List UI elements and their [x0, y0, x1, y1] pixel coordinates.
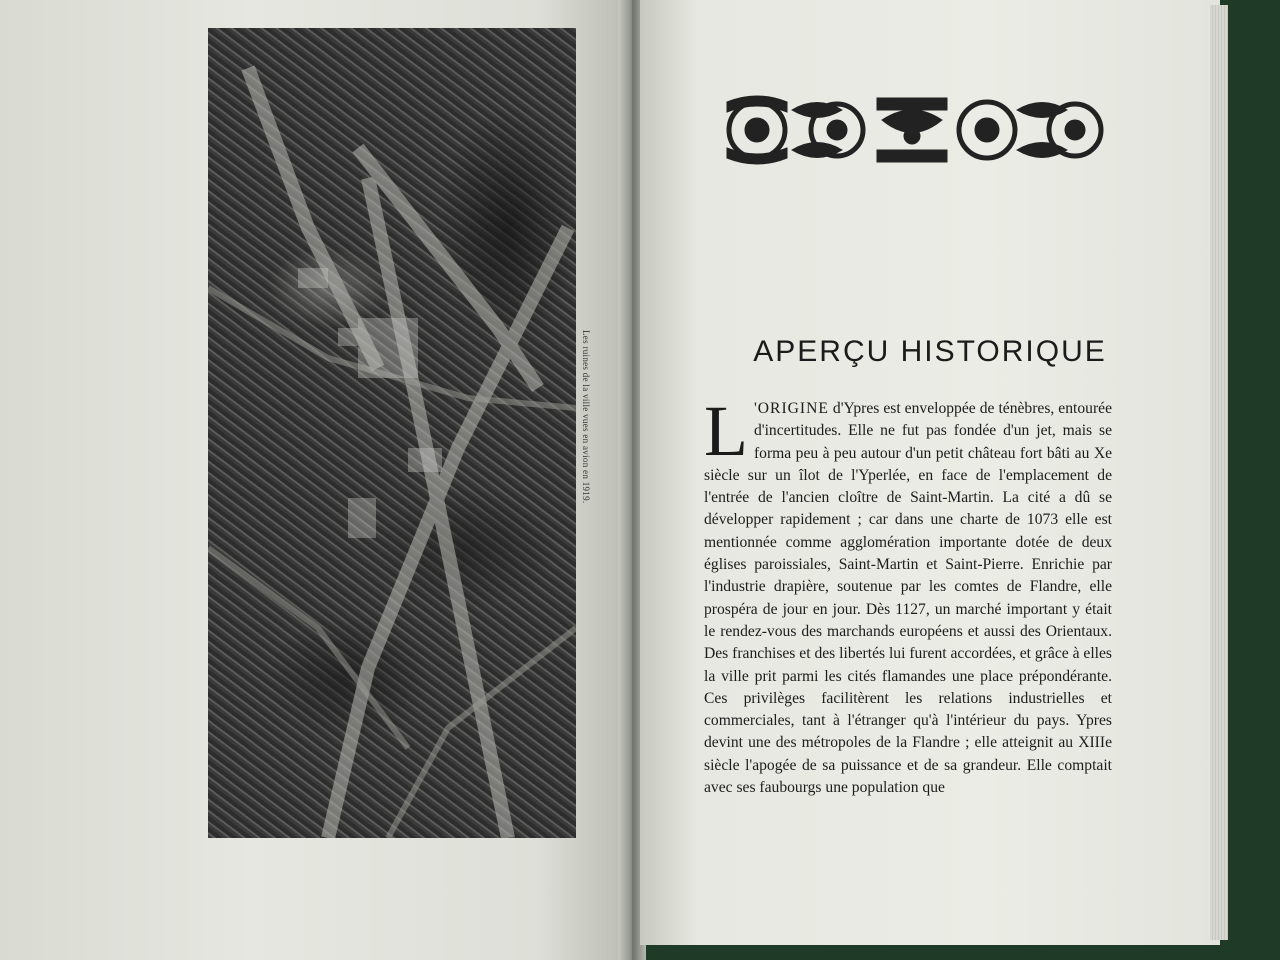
- floral-ornament-icon: [717, 90, 1112, 170]
- left-page: [0, 0, 632, 960]
- drop-cap: L: [704, 391, 748, 471]
- paragraph-text: d'Ypres est enveloppée de ténèbres, entourée d'incertitudes. Elle ne fut pas fondée d'un jet, mais se forma peu à peu autour d'un petit château fort bâti au Xe siècle sur un îlot de l'Yperlée, en face de l'emplacement de l'entrée de l'ancien cloître de Saint-Martin. La cité a dû se développer rapidement ; car dans une charte de 1073 elle est mentionnée comme agglomération importante dotée de deux églises paroissiales, Saint-Martin et Saint-Pierre. Enrichie par l'industrie drapière, soutenue par les comtes de Flandre, elle prospéra de jour en jour. Dès 1127, un marché important y était le rendez-vous des marchands européens et aussi des Orientaux. Des franchises et des libertés lui furent accordées, et grâce à elles la ville prit parmi les cités flamandes une place prépondérante. Ces privilèges facilitèrent les relations industrielles et commerciales, tant à l'étranger qu'à l'intérieur du pays. Ypres devint une des métropoles de la Flandre ; elle atteignit au XIIIe siècle l'apogée de sa puissance et de sa grandeur. Elle comptait avec ses faubourgs une population que: [704, 400, 1112, 797]
- photo-caption: Les ruines de la ville vues en avion en 1919.: [581, 330, 591, 504]
- page-edges: [1210, 5, 1228, 940]
- chapter-title: APERÇU HISTORIQUE: [753, 335, 1107, 368]
- photo-texture: [208, 28, 576, 838]
- body-text: [704, 391, 1112, 799]
- aerial-photo: [208, 28, 576, 838]
- first-word: 'ORIGINE: [753, 400, 829, 417]
- body-paragraph: [704, 391, 1112, 799]
